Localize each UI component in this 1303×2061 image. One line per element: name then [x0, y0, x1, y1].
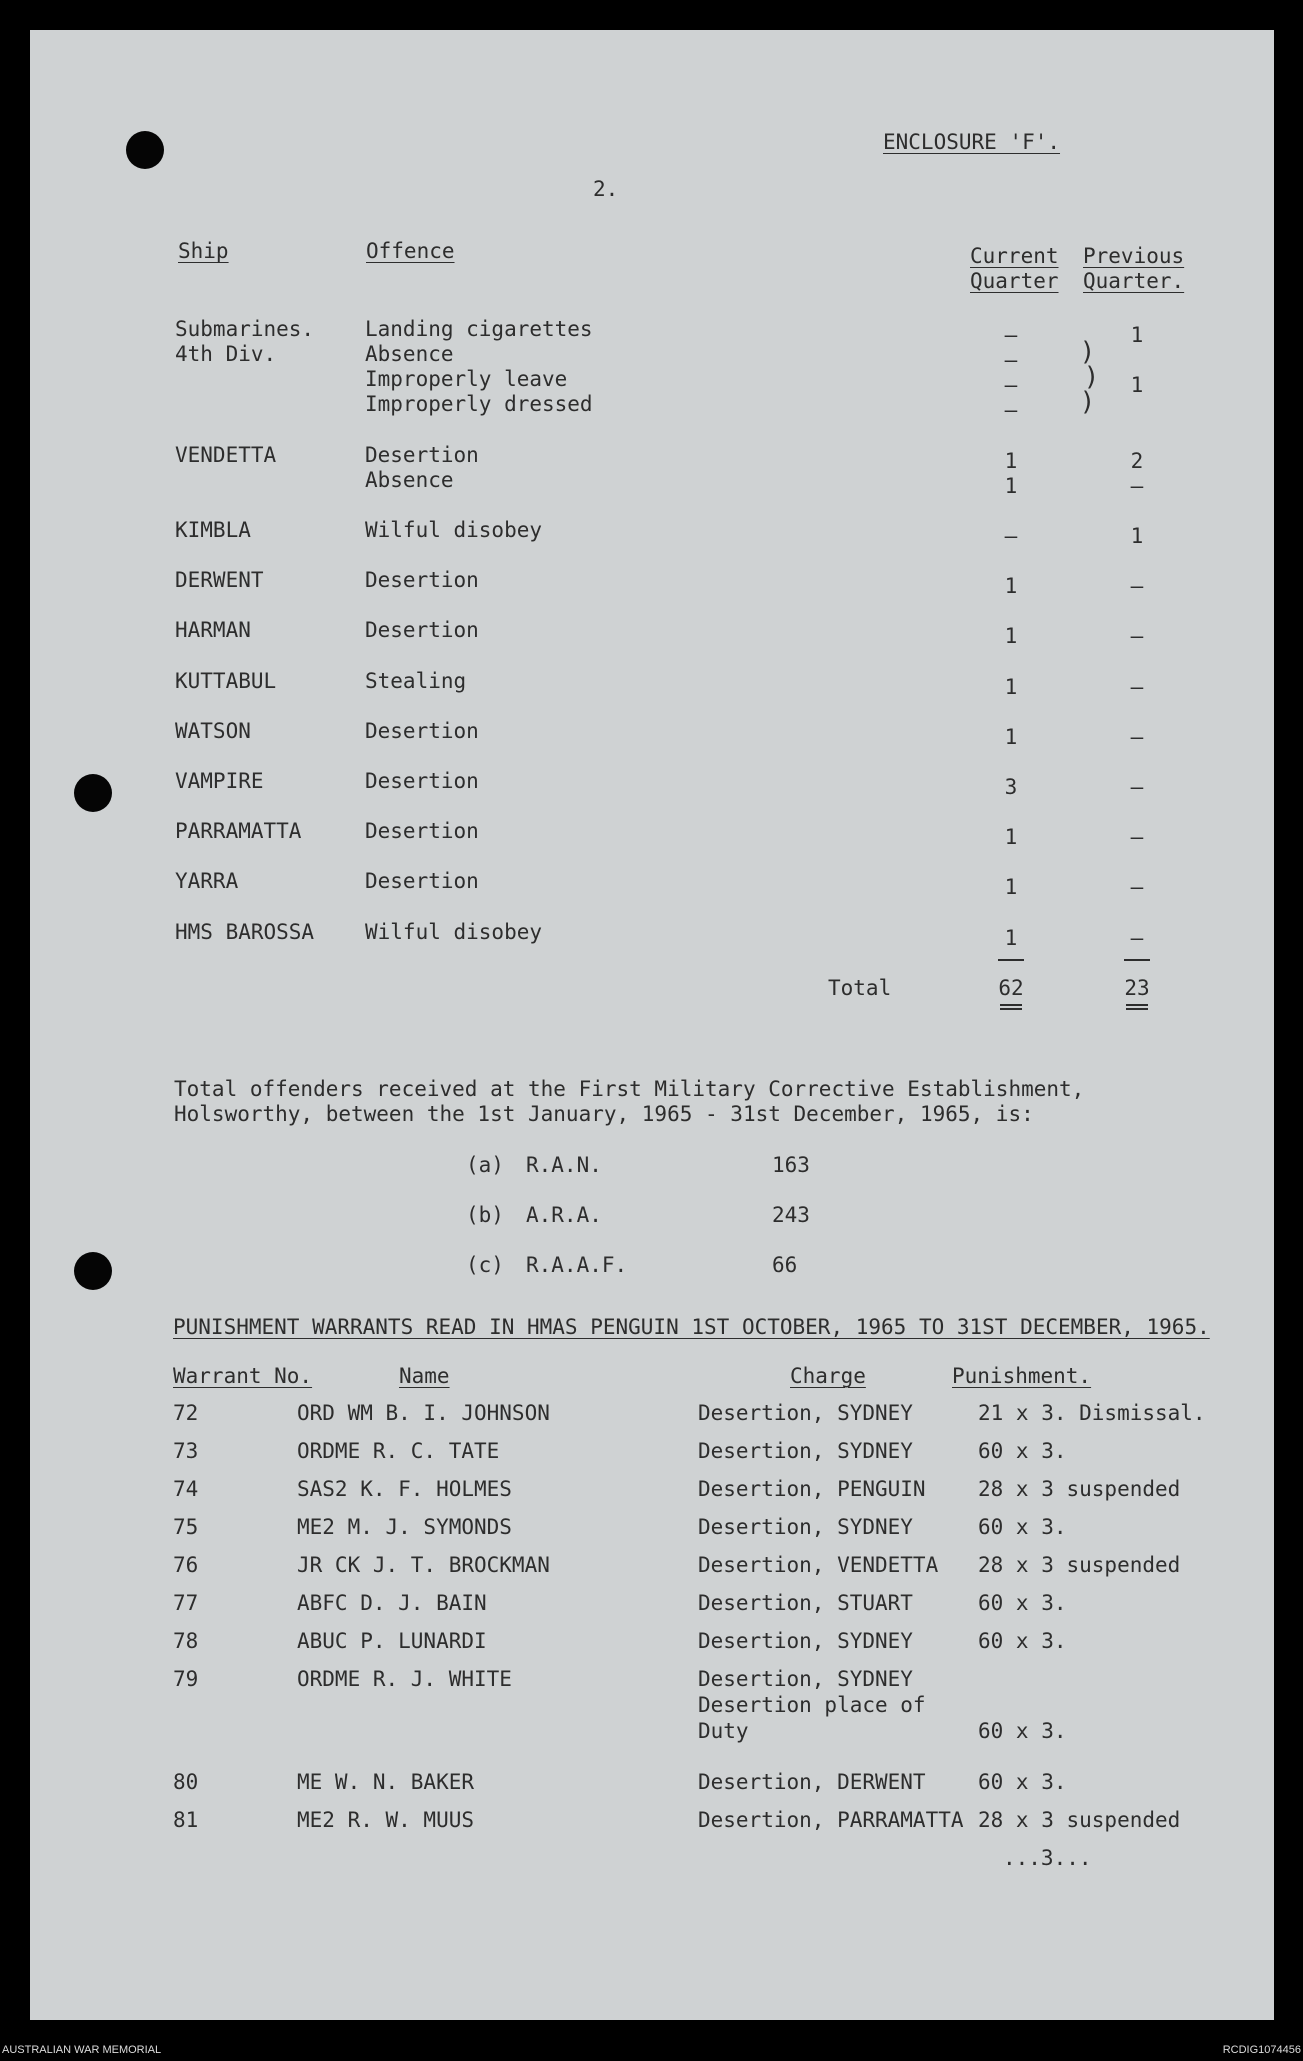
warrant-number: 81	[173, 1808, 199, 1832]
offence-cell: Improperly leave	[365, 367, 568, 391]
current-quarter-cell: 1	[1004, 624, 1018, 648]
list-item-letter: (b)	[466, 1203, 504, 1227]
current-quarter-cell: 3	[1004, 775, 1018, 799]
offence-cell: Desertion	[365, 719, 479, 743]
previous-quarter-cell: 1	[1130, 373, 1144, 397]
previous-quarter-cell: –	[1130, 624, 1144, 648]
warrant-number: 73	[173, 1439, 199, 1463]
warrant-charge: Desertion, DERWENT	[698, 1770, 926, 1794]
ship-cell: HARMAN	[175, 618, 251, 642]
previous-quarter-cell: –	[1130, 875, 1144, 899]
offence-cell: Desertion	[365, 769, 479, 793]
current-quarter-cell: –	[1004, 398, 1018, 422]
offence-cell: Wilful disobey	[365, 920, 543, 944]
warrant-name: ABFC D. J. BAIN	[297, 1591, 487, 1615]
warrant-name: ME2 R. W. MUUS	[297, 1808, 475, 1832]
current-quarter-cell: 1	[1004, 825, 1018, 849]
grouping-bracket: )	[1082, 387, 1093, 417]
col-header-ship: Ship	[178, 239, 229, 263]
previous-quarter-cell: –	[1130, 926, 1144, 950]
footer-source: AUSTRALIAN WAR MEMORIAL	[2, 2044, 162, 2056]
total-previous: 23	[1124, 976, 1150, 1000]
warrant-name: ORDME R. J. WHITE	[297, 1667, 512, 1691]
warrant-number: 74	[173, 1477, 199, 1501]
warrant-number: 80	[173, 1770, 199, 1794]
double-rule	[1126, 1004, 1148, 1010]
previous-quarter-cell: –	[1130, 574, 1144, 598]
list-item-service: R.A.N.	[526, 1153, 602, 1177]
col-header-current: Quarter	[970, 269, 1059, 293]
warrant-number: 72	[173, 1401, 199, 1425]
previous-quarter-cell: –	[1130, 825, 1144, 849]
punch-hole	[126, 131, 164, 169]
current-quarter-cell: –	[1004, 348, 1018, 372]
list-item-service: R.A.A.F.	[526, 1253, 628, 1277]
warrant-punishment: 60 x 3.	[978, 1629, 1067, 1653]
warrant-punishment: 60 x 3.	[978, 1515, 1067, 1539]
warrant-name: SAS2 K. F. HOLMES	[297, 1477, 512, 1501]
ship-cell: DERWENT	[175, 568, 264, 592]
total-current: 62	[998, 976, 1024, 1000]
ship-cell: HMS BAROSSA	[175, 920, 315, 944]
list-item-letter: (c)	[466, 1253, 504, 1277]
warrant-punishment: 28 x 3 suspended	[978, 1808, 1181, 1832]
offence-cell: Desertion	[365, 568, 479, 592]
previous-quarter-cell: –	[1130, 474, 1144, 498]
corrective-paragraph-line: Total offenders received at the First Military Corrective Establishment,	[174, 1077, 1085, 1101]
previous-quarter-cell: –	[1130, 725, 1144, 749]
warrant-number: 75	[173, 1515, 199, 1539]
col-header-previous: Previous	[1083, 244, 1185, 268]
previous-quarter-cell: –	[1130, 775, 1144, 799]
current-quarter-cell: 1	[1004, 875, 1018, 899]
offence-cell: Desertion	[365, 869, 479, 893]
grouping-bracket: )	[1082, 337, 1093, 367]
ship-cell: Submarines.	[175, 317, 315, 341]
col-header-offence: Offence	[366, 239, 455, 263]
document-page	[30, 30, 1274, 2020]
total-label: Total	[828, 976, 892, 1000]
warrant-charge: Desertion, SYDNEY	[698, 1439, 913, 1463]
warrant-charge: Desertion, SYDNEY	[698, 1401, 913, 1425]
warrant-charge: Desertion place of	[698, 1693, 926, 1717]
warrant-punishment: 28 x 3 suspended	[978, 1477, 1181, 1501]
offence-cell: Landing cigarettes	[365, 317, 593, 341]
warrant-punishment: 28 x 3 suspended	[978, 1553, 1181, 1577]
col-header-charge: Charge	[790, 1364, 866, 1388]
warrant-charge: Desertion, VENDETTA	[698, 1553, 939, 1577]
warrant-number: 79	[173, 1667, 199, 1691]
footer-id: RCDIG1074456	[1222, 2044, 1301, 2056]
warrant-charge: Duty	[698, 1719, 749, 1743]
warrant-charge: Desertion, PENGUIN	[698, 1477, 926, 1501]
warrant-number: 77	[173, 1591, 199, 1615]
previous-quarter-cell: –	[1130, 675, 1144, 699]
ship-cell: PARRAMATTA	[175, 819, 302, 843]
warrant-name: ORD WM B. I. JOHNSON	[297, 1401, 550, 1425]
previous-quarter-cell: 2	[1130, 449, 1144, 473]
current-quarter-cell: –	[1004, 524, 1018, 548]
ship-cell: VENDETTA	[175, 443, 277, 467]
ship-cell: WATSON	[175, 719, 251, 743]
corrective-paragraph-line: Holsworthy, between the 1st January, 1965 - 31st December, 1965, is:	[174, 1102, 1034, 1126]
warrant-charge: Desertion, SYDNEY	[698, 1629, 913, 1653]
col-header-name: Name	[399, 1364, 450, 1388]
offence-cell: Absence	[365, 468, 454, 492]
col-header-warrant-no: Warrant No.	[173, 1364, 313, 1388]
warrant-name: ME W. N. BAKER	[297, 1770, 475, 1794]
enclosure-label: ENCLOSURE 'F'.	[883, 130, 1061, 154]
warrant-punishment: 60 x 3.	[978, 1719, 1067, 1743]
list-item-count: 66	[772, 1253, 798, 1277]
warrant-punishment: 21 x 3. Dismissal.	[978, 1401, 1206, 1425]
offence-cell: Stealing	[365, 669, 467, 693]
previous-quarter-cell: 1	[1130, 323, 1144, 347]
punch-hole	[74, 774, 112, 812]
current-quarter-cell: 1	[1004, 675, 1018, 699]
continuation-marker: ...3...	[1003, 1846, 1092, 1870]
ship-cell: 4th Div.	[175, 342, 277, 366]
current-quarter-cell: –	[1004, 323, 1018, 347]
offence-cell: Desertion	[365, 618, 479, 642]
offence-cell: Absence	[365, 342, 454, 366]
warrants-title: PUNISHMENT WARRANTS READ IN HMAS PENGUIN 1ST OCTOBER, 1965 TO 31ST DECEMBER, 1965.	[173, 1315, 1210, 1339]
current-quarter-cell: 1	[1004, 574, 1018, 598]
list-item-count: 163	[772, 1153, 810, 1177]
sum-rule	[1124, 959, 1150, 961]
current-quarter-cell: 1	[1004, 926, 1018, 950]
list-item-service: A.R.A.	[526, 1203, 602, 1227]
offence-cell: Desertion	[365, 443, 479, 467]
col-header-previous: Quarter.	[1083, 269, 1185, 293]
col-header-punishment: Punishment.	[952, 1364, 1092, 1388]
col-header-current: Current	[970, 244, 1059, 268]
warrant-name: ABUC P. LUNARDI	[297, 1629, 487, 1653]
ship-cell: KIMBLA	[175, 518, 251, 542]
warrant-number: 76	[173, 1553, 199, 1577]
list-item-letter: (a)	[466, 1153, 504, 1177]
warrant-punishment: 60 x 3.	[978, 1439, 1067, 1463]
list-item-count: 243	[772, 1203, 810, 1227]
grouping-bracket: )	[1086, 362, 1097, 392]
warrant-name: ME2 M. J. SYMONDS	[297, 1515, 512, 1539]
warrant-charge: Desertion, PARRAMATTA	[698, 1808, 964, 1832]
ship-cell: KUTTABUL	[175, 669, 277, 693]
warrant-name: ORDME R. C. TATE	[297, 1439, 500, 1463]
offence-cell: Desertion	[365, 819, 479, 843]
warrant-name: JR CK J. T. BROCKMAN	[297, 1553, 550, 1577]
warrant-charge: Desertion, STUART	[698, 1591, 913, 1615]
warrant-charge: Desertion, SYDNEY	[698, 1667, 913, 1691]
warrant-charge: Desertion, SYDNEY	[698, 1515, 913, 1539]
sum-rule	[998, 959, 1024, 961]
current-quarter-cell: –	[1004, 373, 1018, 397]
ship-cell: YARRA	[175, 869, 239, 893]
double-rule	[1000, 1004, 1022, 1010]
current-quarter-cell: 1	[1004, 449, 1018, 473]
warrant-punishment: 60 x 3.	[978, 1770, 1067, 1794]
punch-hole	[74, 1252, 112, 1290]
current-quarter-cell: 1	[1004, 474, 1018, 498]
current-quarter-cell: 1	[1004, 725, 1018, 749]
offence-cell: Wilful disobey	[365, 518, 543, 542]
page-number: 2.	[593, 177, 619, 201]
ship-cell: VAMPIRE	[175, 769, 264, 793]
warrant-punishment: 60 x 3.	[978, 1591, 1067, 1615]
offence-cell: Improperly dressed	[365, 392, 593, 416]
previous-quarter-cell: 1	[1130, 524, 1144, 548]
warrant-number: 78	[173, 1629, 199, 1653]
